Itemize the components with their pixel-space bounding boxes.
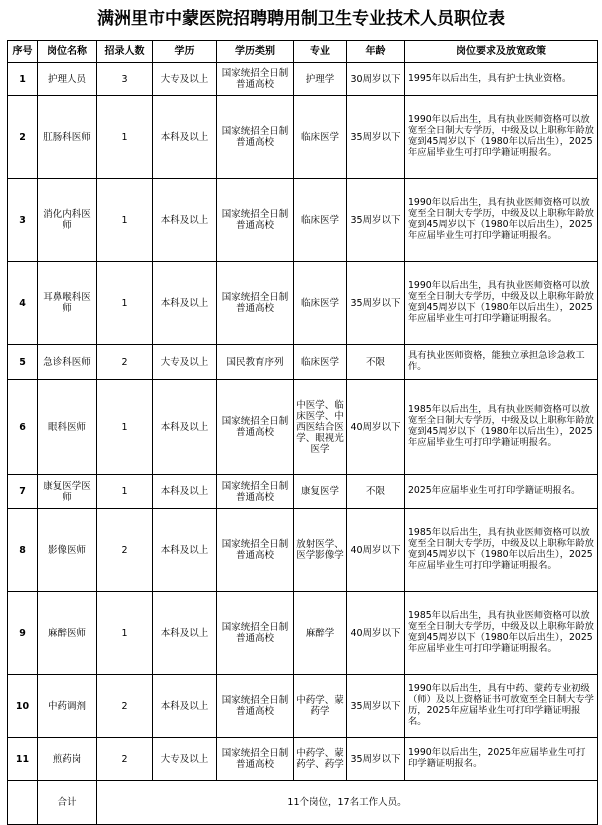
cell-age: 35周岁以下 — [347, 96, 405, 179]
cell-major: 中药学、蒙药学、药学 — [294, 738, 347, 781]
table-row — [8, 738, 598, 781]
cell-age: 35周岁以下 — [347, 738, 405, 781]
cell-education: 本科及以上 — [153, 96, 217, 179]
cell-age: 40周岁以下 — [347, 592, 405, 675]
cell-requirement: 具有执业医师资格，能独立承担急诊急救工作。 — [405, 345, 598, 380]
cell-requirement: 1990年以后出生，具有中药、蒙药专业初级（师）及以上资格证书可放宽至全日制大专学历，2025年应届毕业生可打印学籍证明报名。 — [405, 675, 598, 738]
total-row — [8, 781, 598, 825]
total-text: 11个岗位，17名工作人员。 — [97, 781, 598, 825]
cell-category: 国家统招全日制普通高校 — [217, 63, 294, 96]
cell-no: 8 — [8, 509, 38, 592]
cell-category: 国家统招全日制普通高校 — [217, 475, 294, 509]
position-table — [7, 40, 598, 825]
cell-category: 国家统招全日制普通高校 — [217, 380, 294, 475]
table-row — [8, 345, 598, 380]
cell-education: 本科及以上 — [153, 262, 217, 345]
cell-major: 临床医学 — [294, 345, 347, 380]
cell-position: 康复医学医师 — [38, 475, 97, 509]
header-category: 学历类别 — [217, 41, 294, 63]
cell-no: 1 — [8, 63, 38, 96]
cell-count: 2 — [97, 509, 153, 592]
cell-count: 1 — [97, 179, 153, 262]
table-row — [8, 592, 598, 675]
header-position: 岗位名称 — [38, 41, 97, 63]
table-row — [8, 509, 598, 592]
table-row — [8, 675, 598, 738]
cell-position: 消化内科医师 — [38, 179, 97, 262]
cell-education: 本科及以上 — [153, 380, 217, 475]
cell-no: 6 — [8, 380, 38, 475]
cell-count: 1 — [97, 475, 153, 509]
cell-position: 急诊科医师 — [38, 345, 97, 380]
cell-category: 国家统招全日制普通高校 — [217, 509, 294, 592]
cell-requirement: 1990年以后出生，具有执业医师资格可以放宽至全日制大专学历，中级及以上职称年龄放宽到45周岁以下（1980年以后出生），2025年应届毕业生可打印学籍证明报名。 — [405, 262, 598, 345]
cell-no: 4 — [8, 262, 38, 345]
cell-education: 本科及以上 — [153, 675, 217, 738]
cell-position: 煎药岗 — [38, 738, 97, 781]
cell-age: 35周岁以下 — [347, 262, 405, 345]
cell-count: 1 — [97, 592, 153, 675]
table-header-row — [8, 41, 598, 63]
cell-age: 35周岁以下 — [347, 675, 405, 738]
cell-requirement: 1990年以后出生，2025年应届毕业生可打印学籍证明报名。 — [405, 738, 598, 781]
cell-count: 2 — [97, 738, 153, 781]
cell-count: 3 — [97, 63, 153, 96]
cell-no: 7 — [8, 475, 38, 509]
total-label: 合计 — [38, 781, 97, 825]
table-row — [8, 380, 598, 475]
header-major: 专业 — [294, 41, 347, 63]
cell-education: 大专及以上 — [153, 345, 217, 380]
header-no: 序号 — [8, 41, 38, 63]
cell-education: 本科及以上 — [153, 179, 217, 262]
cell-no: 11 — [8, 738, 38, 781]
cell-category: 国家统招全日制普通高校 — [217, 96, 294, 179]
table-row — [8, 96, 598, 179]
cell-requirement: 1995年以后出生，具有护士执业资格。 — [405, 63, 598, 96]
cell-count: 2 — [97, 675, 153, 738]
cell-requirement: 1985年以后出生，具有执业医师资格可以放宽至全日制大专学历，中级及以上职称年龄放宽到45周岁以下（1980年以后出生），2025年应届毕业生可打印学籍证明报名。 — [405, 592, 598, 675]
cell-count: 2 — [97, 345, 153, 380]
cell-age: 40周岁以下 — [347, 509, 405, 592]
page-title: 满洲里市中蒙医院招聘聘用制卫生专业技术人员职位表 — [97, 9, 505, 29]
cell-count: 1 — [97, 262, 153, 345]
table-row — [8, 179, 598, 262]
cell-major: 护理学 — [294, 63, 347, 96]
cell-no: 2 — [8, 96, 38, 179]
cell-education: 本科及以上 — [153, 592, 217, 675]
header-age: 年龄 — [347, 41, 405, 63]
cell-requirement: 2025年应届毕业生可打印学籍证明报名。 — [405, 475, 598, 509]
cell-category: 国家统招全日制普通高校 — [217, 738, 294, 781]
cell-requirement: 1985年以后出生，具有执业医师资格可以放宽至全日制大专学历，中级及以上职称年龄放宽到45周岁以下（1980年以后出生），2025年应届毕业生可打印学籍证明报名。 — [405, 509, 598, 592]
table-row — [8, 262, 598, 345]
cell-no: 5 — [8, 345, 38, 380]
cell-age: 35周岁以下 — [347, 179, 405, 262]
cell-education: 本科及以上 — [153, 475, 217, 509]
cell-age: 不限 — [347, 345, 405, 380]
cell-requirement: 1990年以后出生，具有执业医师资格可以放宽至全日制大专学历，中级及以上职称年龄放宽到45周岁以下（1980年以后出生），2025年应届毕业生可打印学籍证明报名。 — [405, 179, 598, 262]
cell-age: 不限 — [347, 475, 405, 509]
header-education: 学历 — [153, 41, 217, 63]
cell-major: 中医学、临床医学、中西医结合医学、眼视光医学 — [294, 380, 347, 475]
cell-major: 临床医学 — [294, 179, 347, 262]
cell-major: 临床医学 — [294, 96, 347, 179]
cell-category: 国家统招全日制普通高校 — [217, 179, 294, 262]
cell-category: 国民教育序列 — [217, 345, 294, 380]
cell-category: 国家统招全日制普通高校 — [217, 675, 294, 738]
cell-no: 3 — [8, 179, 38, 262]
cell-total-blank — [8, 781, 38, 825]
header-requirement: 岗位要求及放宽政策 — [405, 41, 598, 63]
cell-position: 麻醉医师 — [38, 592, 97, 675]
cell-category: 国家统招全日制普通高校 — [217, 592, 294, 675]
cell-education: 大专及以上 — [153, 63, 217, 96]
cell-age: 30周岁以下 — [347, 63, 405, 96]
cell-major: 麻醉学 — [294, 592, 347, 675]
cell-education: 本科及以上 — [153, 509, 217, 592]
cell-education: 大专及以上 — [153, 738, 217, 781]
cell-requirement: 1990年以后出生，具有执业医师资格可以放宽至全日制大专学历，中级及以上职称年龄放宽到45周岁以下（1980年以后出生），2025年应届毕业生可打印学籍证明报名。 — [405, 96, 598, 179]
cell-major: 中药学、蒙药学 — [294, 675, 347, 738]
cell-major: 康复医学 — [294, 475, 347, 509]
cell-position: 肛肠科医师 — [38, 96, 97, 179]
cell-position: 中药调剂 — [38, 675, 97, 738]
cell-category: 国家统招全日制普通高校 — [217, 262, 294, 345]
cell-count: 1 — [97, 96, 153, 179]
table-row — [8, 63, 598, 96]
cell-major: 放射医学、医学影像学 — [294, 509, 347, 592]
cell-position: 眼科医师 — [38, 380, 97, 475]
cell-requirement: 1985年以后出生，具有执业医师资格可以放宽至全日制大专学历，中级及以上职称年龄放宽到45周岁以下（1980年以后出生），2025年应届毕业生可打印学籍证明报名。 — [405, 380, 598, 475]
cell-count: 1 — [97, 380, 153, 475]
cell-position: 耳鼻喉科医师 — [38, 262, 97, 345]
cell-no: 9 — [8, 592, 38, 675]
header-count: 招录人数 — [97, 41, 153, 63]
cell-position: 影像医师 — [38, 509, 97, 592]
cell-age: 40周岁以下 — [347, 380, 405, 475]
cell-position: 护理人员 — [38, 63, 97, 96]
cell-no: 10 — [8, 675, 38, 738]
table-row — [8, 475, 598, 509]
cell-major: 临床医学 — [294, 262, 347, 345]
